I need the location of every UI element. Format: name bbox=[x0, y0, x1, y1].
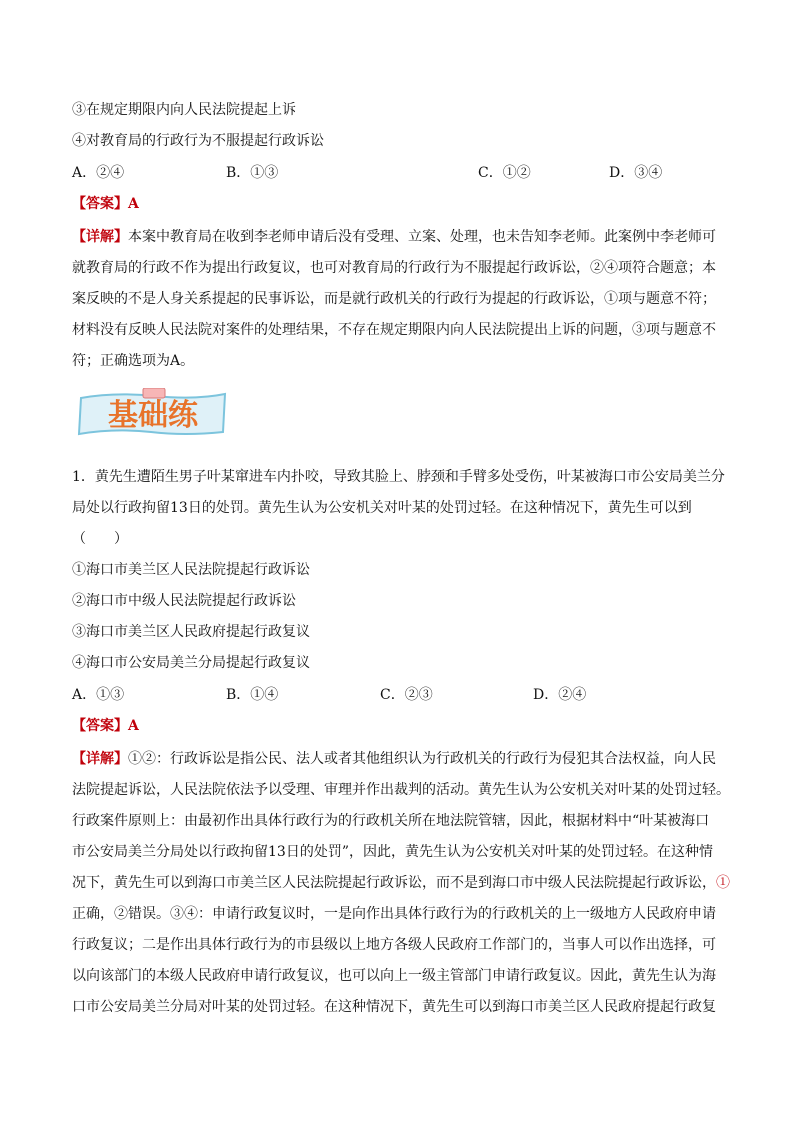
prev-explain-line-3: 案反映的不是人身关系提起的民事诉讼，而是就行政机关的行政行为提起的行政诉讼，①项与题意不符； bbox=[72, 291, 716, 307]
q1-explain-line-4: 市公安局美兰分局处以行政拘留13日的处罚”，因此，黄先生认为公安机关对叶某的处罚过轻。在这种情 bbox=[72, 844, 713, 860]
section-banner bbox=[75, 388, 231, 440]
q1-stem-line-1: 1．黄先生遭陌生男子叶某窜进车内扑咬，导致其脸上、脖颈和手臂多处受伤，叶某被海口市公安局美兰分 bbox=[72, 469, 725, 485]
prev-item-3: ③在规定期限内向人民法院提起上诉 bbox=[72, 102, 296, 118]
prev-option-d: D．③④ bbox=[609, 165, 663, 181]
q1-explain-line-8: 以向该部门的本级人民政府申请行政复议，也可以向上一级主管部门申请行政复议。因此，黄先生认为海 bbox=[72, 968, 716, 984]
q1-explain-line-3: 行政案件原则上：由最初作出具体行政行为的行政机关所在地法院管辖，因此，根据材料中“叶某被海口 bbox=[72, 813, 710, 829]
q1-item-1: ①海口市美兰区人民法院提起行政诉讼 bbox=[72, 562, 310, 578]
q1-explain-line-5: 况下，黄先生可以到海口市美兰区人民法院提起行政诉讼，而不是到海口市中级人民法院提起行政诉讼，① bbox=[72, 875, 730, 891]
q1-item-2: ②海口市中级人民法院提起行政诉讼 bbox=[72, 593, 296, 609]
prev-explain-line-4: 材料没有反映人民法院对案件的处理结果，不存在规定期限内向人民法院提出上诉的问题，③项与题意不 bbox=[72, 322, 716, 338]
q1-explain-line-1: 【详解】①②：行政诉讼是指公民、法人或者其他组织认为行政机关的行政行为侵犯其合法权益，向人民 bbox=[72, 751, 716, 767]
section-title: 基础练 bbox=[108, 398, 198, 433]
q1-item-3: ③海口市美兰区人民政府提起行政复议 bbox=[72, 624, 310, 640]
q1-stem-line-3: （ ） bbox=[72, 531, 128, 547]
q1-stem-line-2: 局处以行政拘留13日的处罚。黄先生认为公安机关对叶某的处罚过轻。在这种情况下，黄先生可以到 bbox=[72, 500, 692, 516]
prev-answer-tag: 【答案】 bbox=[72, 196, 128, 212]
q1-answer-value: A bbox=[128, 718, 139, 734]
prev-answer-value: A bbox=[128, 196, 139, 212]
q1-option-d: D．②④ bbox=[533, 687, 587, 703]
q1-option-b: B．①④ bbox=[226, 687, 279, 703]
q1-option-a: A．①③ bbox=[72, 687, 125, 703]
q1-explain-line-7: 行政复议；二是作出具体行政行为的市县级以上地方各级人民政府工作部门的，当事人可以作出选择，可 bbox=[72, 937, 716, 953]
prev-option-c: C．①② bbox=[478, 165, 531, 181]
prev-explain-line-1: 【详解】本案中教育局在收到李老师申请后没有受理、立案、处理，也未告知李老师。此案例中李老师可 bbox=[72, 229, 716, 245]
prev-explain-tag: 【详解】 bbox=[72, 229, 128, 245]
prev-item-4: ④对教育局的行政行为不服提起行政诉讼 bbox=[72, 133, 324, 149]
prev-option-b: B．①③ bbox=[226, 165, 279, 181]
prev-answer bbox=[72, 194, 139, 214]
q1-item-4: ④海口市公安局美兰分局提起行政复议 bbox=[72, 655, 310, 671]
q1-red-inline: ① bbox=[716, 875, 730, 891]
q1-answer bbox=[72, 716, 139, 736]
q1-explain-line-2: 法院提起诉讼，人民法院依法予以受理、审理并作出裁判的活动。黄先生认为公安机关对叶某的处罚过轻。 bbox=[72, 782, 730, 798]
prev-explain-line-5: 符；正确选项为A。 bbox=[72, 353, 195, 369]
q1-explain-tag: 【详解】 bbox=[72, 751, 128, 767]
prev-option-a: A．②④ bbox=[72, 165, 125, 181]
q1-explain-line-6: 正确，②错误。③④：申请行政复议时，一是向作出具体行政行为的行政机关的上一级地方人民政府申请 bbox=[72, 906, 716, 922]
banner-shape-icon bbox=[75, 388, 231, 440]
prev-explain-line-2: 就教育局的行政不作为提出行政复议，也可对教育局的行政行为不服提起行政诉讼，②④项符合题意；本 bbox=[72, 260, 716, 276]
q1-option-c: C．②③ bbox=[380, 687, 433, 703]
q1-explain-line-9: 口市公安局美兰分局对叶某的处罚过轻。在这种情况下，黄先生可以到海口市美兰区人民政府提起行政复 bbox=[72, 999, 716, 1015]
q1-answer-tag: 【答案】 bbox=[72, 718, 128, 734]
